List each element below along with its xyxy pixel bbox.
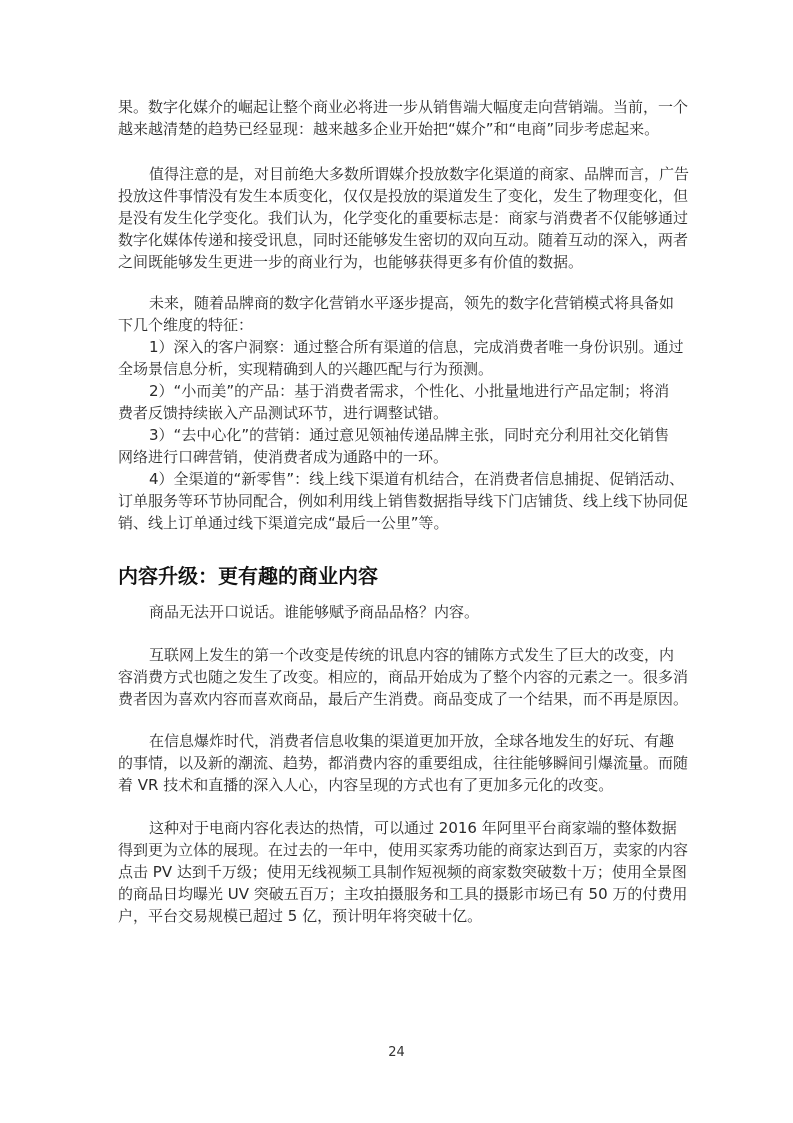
text-line: 的商品日均曝光 UV 突破五百万；主攻拍摄服务和工具的摄影市场已有 50 万的付费用 [118,885,688,903]
text-line: 的事情，以及新的潮流、趋势，都消费内容的重要组成，往往能够瞬间引爆流量。而随 [118,754,689,772]
text-line: 互联网上发生的第一个改变是传统的讯息内容的铺陈方式发生了巨大的改变，内 [149,646,675,664]
text-line: 下几个维度的特征： [118,316,254,334]
text-line: 销、线上订单通过线下渠道完成“最后一公里”等。 [118,514,449,532]
paragraph [118,163,688,273]
text-line: 着 VR 技术和直播的深入人心，内容呈现的方式也有了更加多元化的改变。 [118,776,614,794]
text-line: 网络进行口碑营销，使消费者成为通路中的一环。 [118,448,449,466]
paragraph [118,96,688,140]
text-line: 费者因为喜欢内容而喜欢商品，最后产生消费。商品变成了一个结果，而不再是原因。 [118,690,689,708]
text-line: 之间既能够发生更进一步的商业行为，也能够获得更多有价值的数据。 [118,253,584,271]
text-line: 这种对于电商内容化表达的热情，可以通过 2016 年阿里平台商家端的整体数据 [149,819,677,837]
list-item: 1）深入的客户洞察：通过整合所有渠道的信息，完成消费者唯一身份识别。通过 [149,338,684,356]
text-line: 费者反馈持续嵌入产品测试环节，进行调整试错。 [118,404,449,422]
paragraph [118,817,688,927]
text-line: 在信息爆炸时代，消费者信息收集的渠道更加开放，全球各地发生的好玩、有趣 [149,732,675,750]
paragraph [118,730,688,796]
text-line: 户，平台交易规模已超过 5 亿，预计明年将突破十亿。 [118,907,483,925]
text-line: 是没有发生化学变化。我们认为，化学变化的重要标志是：商家与消费者不仅能够通过 [118,209,689,227]
page-number: 24 [388,1045,405,1060]
text-line: 容消费方式也随之发生了改变。相应的，商品开始成为了整个内容的元素之一。很多消 [118,668,689,686]
text-line: 越来越清楚的趋势已经显现：越来越多企业开始把“媒介”和“电商”同步考虑起来。 [118,120,660,138]
text-line: 全场景信息分析，实现精确到人的兴趣匹配与行为预测。 [118,360,494,378]
text-line: 数字化媒体传递和接受讯息，同时还能够发生密切的双向互动。随着互动的深入，两者 [118,231,689,249]
paragraph [118,292,688,534]
list-item: 2）“小而美”的产品：基于消费者需求，个性化、小批量地进行产品定制；将消 [149,382,670,400]
text-line: 订单服务等环节协同配合，例如利用线上销售数据指导线下门店铺货、线上线下协同促 [118,492,689,510]
section-heading: 内容升级：更有趣的商业内容 [118,564,378,588]
text-line: 果。数字化媒介的崛起让整个商业必将进一步从销售端大幅度走向营销端。当前，一个 [118,98,689,116]
list-item: 4）全渠道的“新零售”：线上线下渠道有机结合，在消费者信息捕捉、促销活动、 [149,470,685,488]
paragraph [118,601,688,623]
text-line: 得到更为立体的展现。在过去的一年中，使用买家秀功能的商家达到百万，卖家的内容 [118,841,689,859]
list-item: 3）“去中心化”的营销：通过意见领袖传递品牌主张，同时充分利用社交化销售 [149,426,670,444]
text-line: 商品无法开口说话。谁能够赋予商品品格？内容。 [149,603,480,621]
text-line: 值得注意的是，对目前绝大多数所谓媒介投放数字化渠道的商家、品牌而言，广告 [149,165,690,183]
paragraph [118,644,688,710]
text-line: 未来，随着品牌商的数字化营销水平逐步提高，领先的数字化营销模式将具备如 [149,294,675,312]
text-line: 投放这件事情没有发生本质变化，仅仅是投放的渠道发生了变化，发生了物理变化，但 [118,187,689,205]
text-line: 点击 PV 达到千万级；使用无线视频工具制作短视频的商家数突破数十万；使用全景图 [118,863,687,881]
